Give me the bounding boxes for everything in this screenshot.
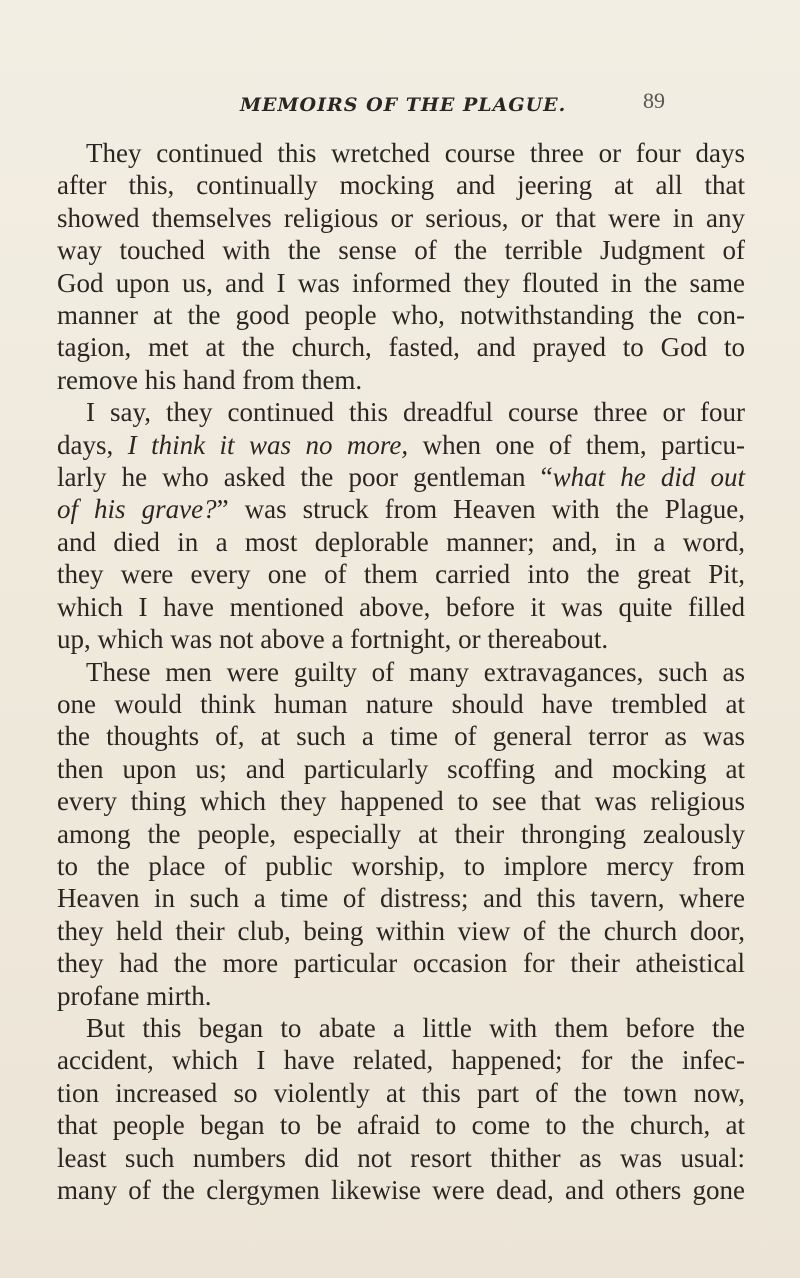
paragraph (57, 1012, 745, 1206)
text-segment: God upon us, and I was informed they flouted in the same (57, 267, 745, 298)
text-segment: and died in a most deplorable manner; and, in a word, (57, 526, 745, 557)
text-line (57, 1142, 745, 1174)
text-line (57, 1044, 745, 1076)
text-line (57, 299, 745, 331)
text-line (57, 1109, 745, 1141)
text-segment: accident, which I have related, happened; for the infec- (57, 1045, 745, 1076)
text-line (57, 688, 745, 720)
text-line (57, 267, 745, 299)
text-line (57, 234, 745, 266)
text-line (57, 1077, 745, 1109)
text-line (57, 947, 745, 979)
text-segment: least such numbers did not resort thither as was usual: (57, 1142, 745, 1173)
running-title: MEMOIRS OF THE PLAGUE. (240, 94, 567, 116)
text-line (57, 656, 745, 688)
text-line (57, 623, 745, 655)
text-segment: tion increased so violently at this part of the town now, (57, 1077, 745, 1108)
text-line (57, 364, 745, 396)
body-text (57, 137, 745, 1206)
text-line (57, 591, 745, 623)
text-line (57, 850, 745, 882)
text-segment: after this, continually mocking and jeering at all that (57, 170, 745, 201)
text-line (57, 1174, 745, 1206)
italic-text: what he did out (552, 462, 745, 493)
italic-text: I think it was no more, (127, 429, 409, 460)
text-line (57, 753, 745, 785)
text-segment: profane mirth. (57, 980, 212, 1011)
text-segment: ” was struck from Heaven with the Plague, (216, 494, 745, 525)
text-segment: manner at the good people who, notwithstanding the con- (57, 300, 745, 331)
text-line (57, 818, 745, 850)
text-segment: they held their club, being within view of the church door, (57, 915, 745, 946)
text-segment: many of the clergymen likewise were dead, and others gone (57, 1175, 745, 1205)
text-segment: Heaven in such a time of distress; and this tavern, where (57, 883, 745, 914)
text-segment: that people began to be afraid to come to the church, at (57, 1110, 745, 1141)
text-segment: they were every one of them carried into the great Pit, (57, 559, 745, 590)
text-segment: They continued this wretched course three or four days (86, 138, 745, 168)
text-line (57, 331, 745, 363)
text-segment: larly he who asked the poor gentleman “ (57, 462, 553, 493)
italic-text: of his grave? (57, 494, 217, 525)
text-line (57, 169, 745, 201)
text-segment: every thing which they happened to see that was religious (57, 786, 745, 817)
text-segment: to the place of public worship, to implore mercy from (57, 850, 745, 881)
text-line (57, 980, 745, 1012)
text-line (57, 137, 745, 169)
text-segment: when one of them, particu- (408, 429, 745, 460)
paragraph (57, 656, 745, 1012)
text-segment: then upon us; and particularly scoffing and mocking at (57, 753, 745, 784)
text-segment: the thoughts of, at such a time of general terror as was (57, 721, 745, 752)
text-segment: they had the more particular occasion for their atheistical (57, 948, 745, 979)
text-line (57, 915, 745, 947)
text-line (57, 202, 745, 234)
paragraph (57, 137, 745, 396)
text-segment: These men were guilty of many extravagances, such as (86, 656, 745, 687)
text-segment: I say, they continued this dreadful course three or four (86, 397, 745, 428)
text-line (57, 526, 745, 558)
text-line (57, 429, 745, 461)
page-number: 89 (643, 88, 665, 113)
text-segment: remove his hand from them. (57, 364, 363, 395)
text-line (57, 461, 745, 493)
paragraph (57, 396, 745, 655)
text-segment: days, (57, 429, 128, 460)
text-segment: way touched with the sense of the terrible Judgment of (57, 235, 745, 266)
text-segment: among the people, especially at their thronging zealously (57, 818, 745, 849)
text-segment: up, which was not above a fortnight, or thereabout. (57, 624, 609, 655)
text-line (57, 396, 745, 428)
text-line (57, 785, 745, 817)
text-line (57, 720, 745, 752)
text-line (57, 882, 745, 914)
text-segment: one would think human nature should have trembled at (57, 688, 745, 719)
text-line (57, 1012, 745, 1044)
text-segment: which I have mentioned above, before it was quite filled (57, 591, 745, 622)
text-line (57, 493, 745, 525)
text-segment: tagion, met at the church, fasted, and prayed to God to (57, 332, 745, 363)
text-segment: But this began to abate a little with them before the (86, 1012, 745, 1043)
text-line (57, 558, 745, 590)
text-segment: showed themselves religious or serious, or that were in any (57, 202, 745, 233)
